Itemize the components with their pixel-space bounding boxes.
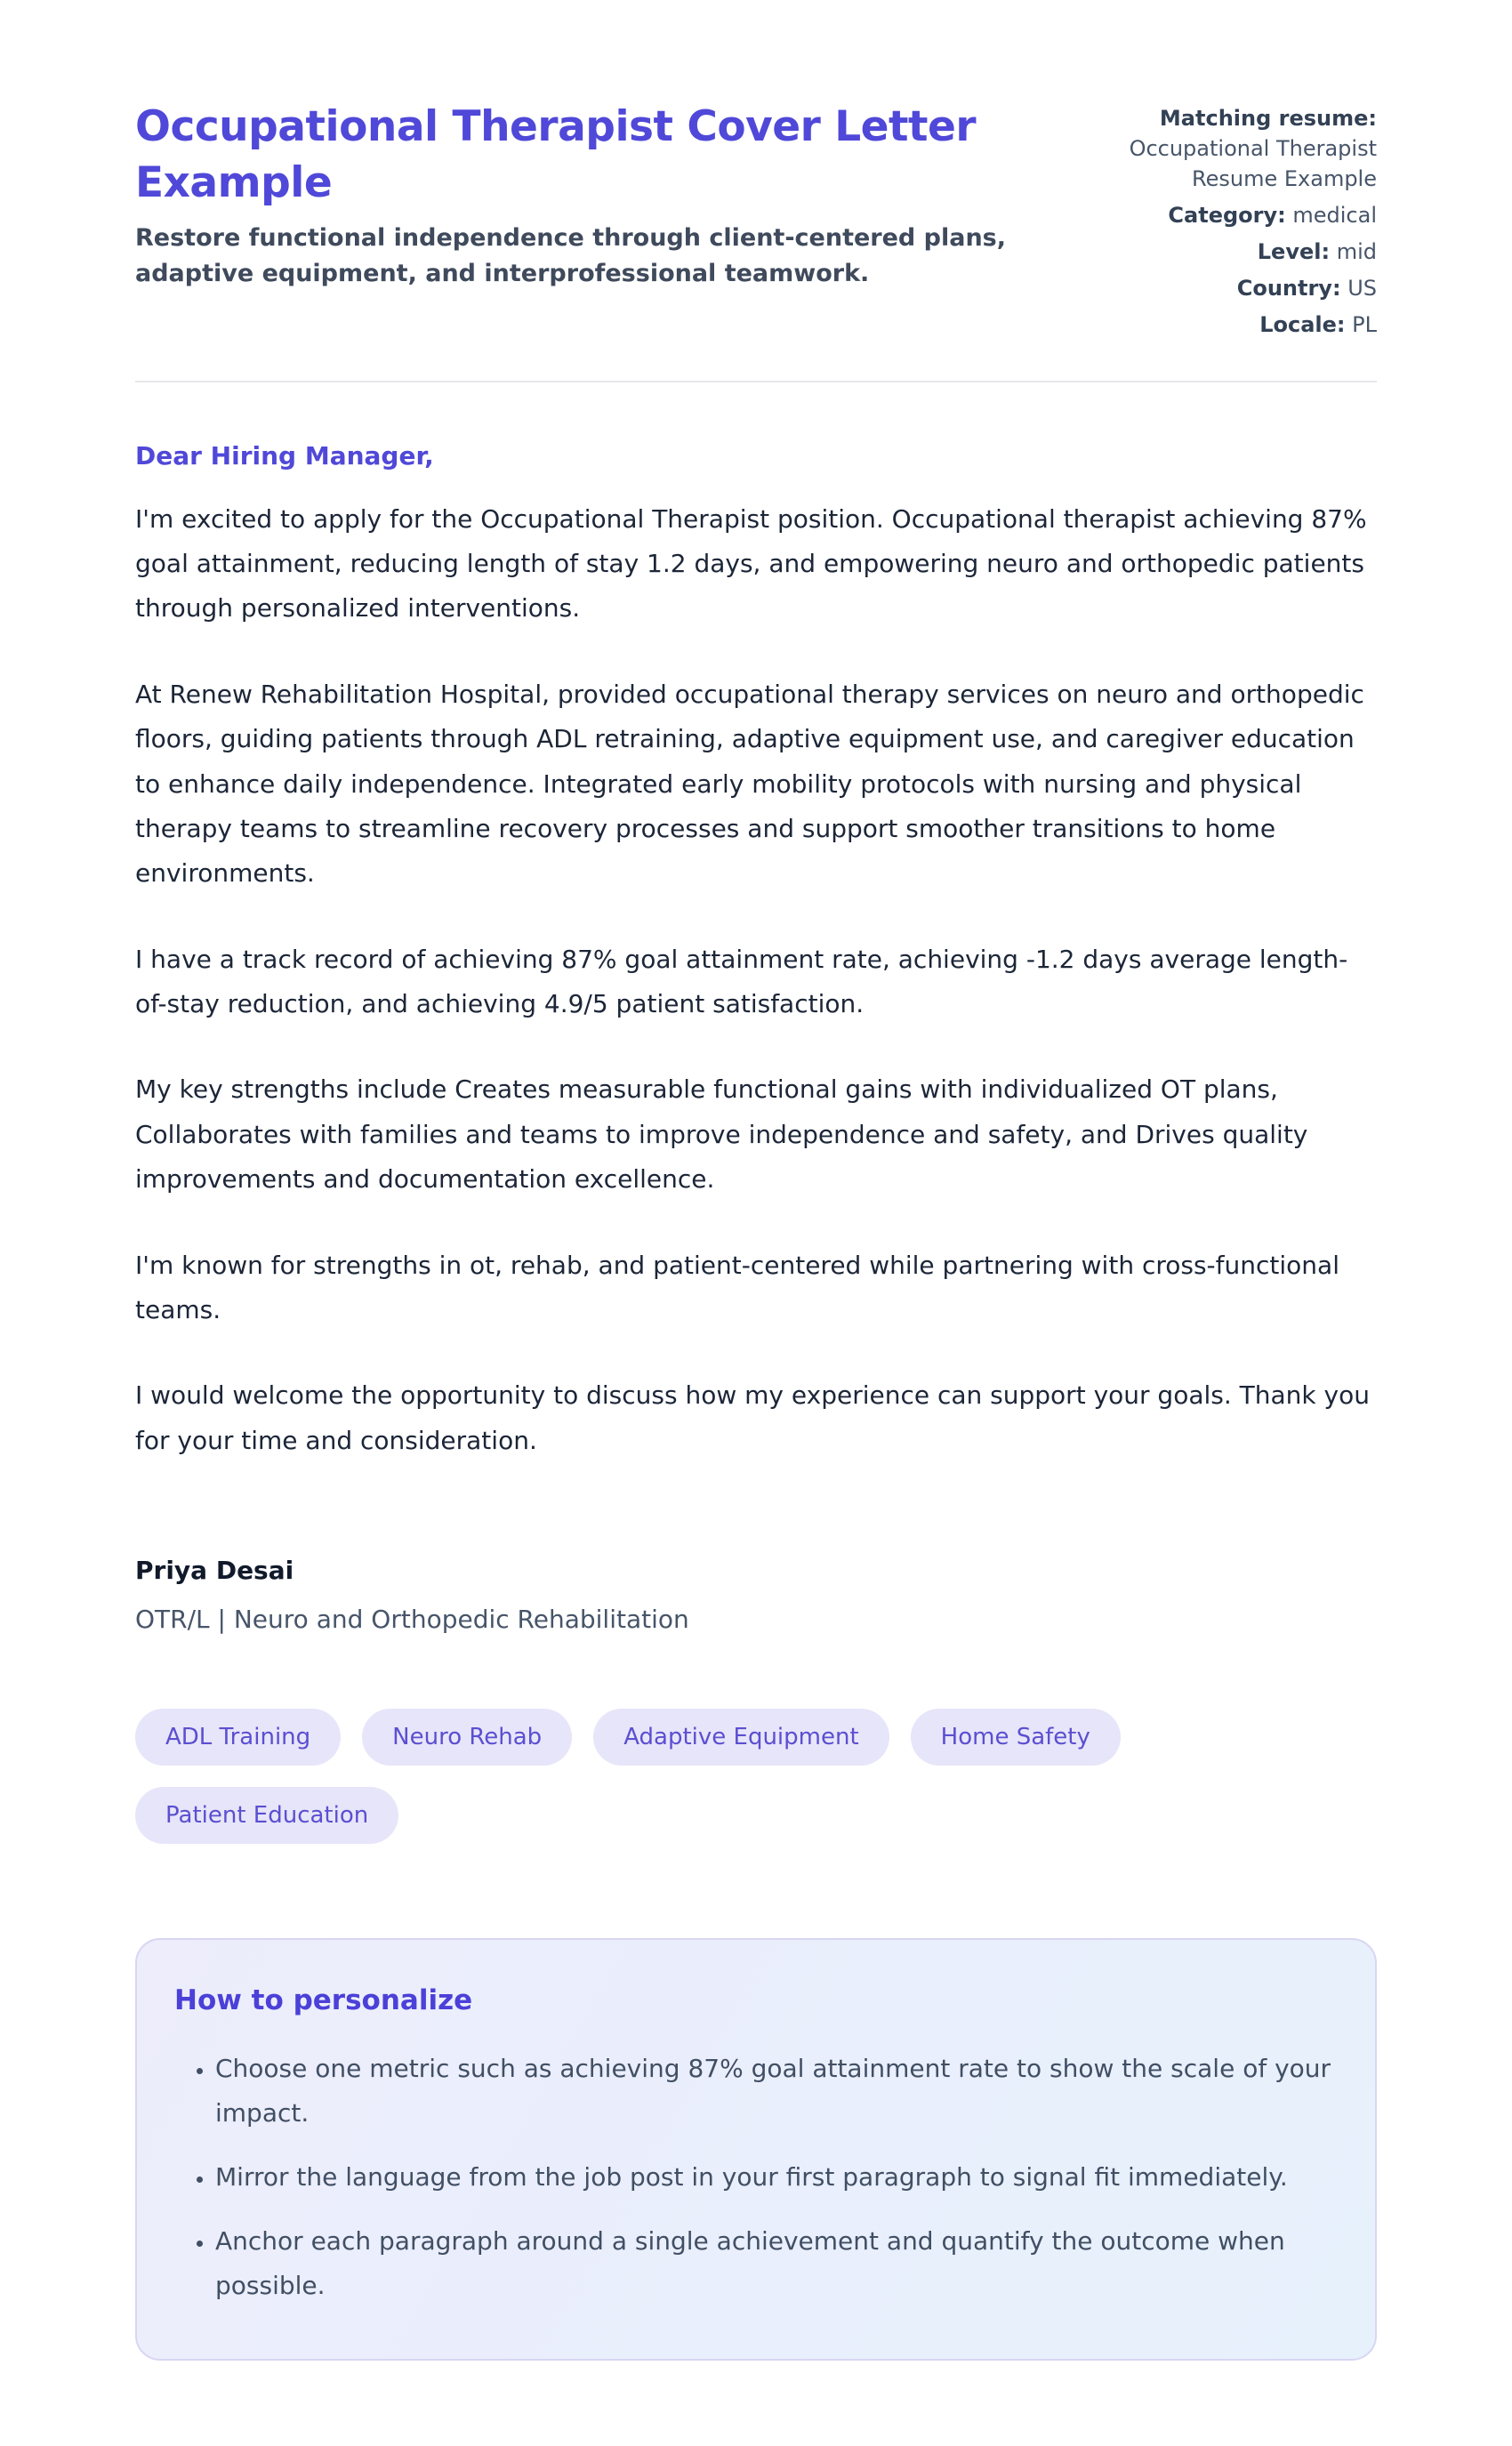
meta-label-level: Level: bbox=[1257, 239, 1331, 265]
personalize-title: How to personalize bbox=[174, 1984, 473, 2017]
tag-list bbox=[135, 1709, 1377, 1844]
meta-row-level bbox=[1092, 237, 1377, 267]
meta-label-category: Category: bbox=[1168, 203, 1286, 229]
meta-value-matching-resume: Occupational Therapist Resume Example bbox=[1129, 136, 1377, 192]
header-title-block bbox=[135, 100, 1007, 293]
letter-paragraph-6: I would welcome the opportunity to discuss how my experience can support your goals. Thank you for your time and consideration. bbox=[135, 1380, 1370, 1455]
meta-row-locale bbox=[1092, 310, 1377, 340]
meta-label-country: Country: bbox=[1236, 276, 1341, 302]
signature-role: OTR/L | Neuro and Orthopedic Rehabilitation bbox=[135, 1605, 689, 1635]
personalize-bullet-3: • Anchor each paragraph around a single achievement and quantify the outcome when possible. bbox=[215, 2219, 1334, 2308]
letter-paragraph-2: At Renew Rehabilitation Hospital, provided occupational therapy services on neuro and orthopedic floors, guiding patients through ADL retraining, adaptive equipment use, and caregiver education to enhance daily independence. Integrated early mobility protocols with nursing and physical therapy teams to streamline recovery processes and support smoother transitions to home environments. bbox=[135, 679, 1364, 889]
meta-row-country bbox=[1092, 273, 1377, 303]
letter-paragraph-4: My key strengths include Creates measurable functional gains with individualized OT plans, Collaborates with families and teams to improve independence and safety, and Drives quality improvements and documentation excellence. bbox=[135, 1074, 1308, 1195]
letter-paragraph-5: I'm known for strengths in ot, rehab, and patient-centered while partnering with cross-functional teams. bbox=[135, 1250, 1339, 1325]
meta-value-country: US bbox=[1347, 276, 1377, 302]
tag-pill-adaptive-equipment: Adaptive Equipment bbox=[593, 1709, 889, 1766]
personalize-list bbox=[174, 2047, 1334, 2307]
letter-body bbox=[135, 441, 1377, 1635]
personalize-callout bbox=[135, 1938, 1377, 2361]
signature-name: Priya Desai bbox=[135, 1556, 294, 1586]
letter-paragraph-3: I have a track record of achieving 87% goal attainment rate, achieving -1.2 days average length-of-stay reduction, and achieving 4.9/5 patient satisfaction. bbox=[135, 944, 1348, 1019]
tag-pill-patient-education: Patient Education bbox=[135, 1787, 398, 1844]
meta-value-locale: PL bbox=[1352, 312, 1377, 338]
page-subtitle: Restore functional independence through client-centered plans, adaptive equipment, and interprofessional teamwork. bbox=[135, 223, 1007, 288]
meta-row-matching-resume bbox=[1092, 103, 1377, 194]
personalize-bullet-1: • Choose one metric such as achieving 87% goal attainment rate to show the scale of your impact. bbox=[215, 2047, 1334, 2136]
meta-row-category bbox=[1092, 200, 1377, 230]
tag-pill-neuro-rehab: Neuro Rehab bbox=[362, 1709, 572, 1766]
letter-greeting: Dear Hiring Manager, bbox=[135, 440, 434, 471]
meta-value-category: medical bbox=[1292, 203, 1377, 229]
header-divider bbox=[135, 381, 1377, 382]
meta-label-matching-resume: Matching resume: bbox=[1159, 106, 1377, 131]
personalize-bullet-2: • Mirror the language from the job post in your first paragraph to signal fit immediately. bbox=[215, 2155, 1334, 2200]
tag-pill-home-safety: Home Safety bbox=[911, 1709, 1121, 1766]
meta-value-level: mid bbox=[1336, 239, 1377, 265]
meta-label-locale: Locale: bbox=[1259, 312, 1346, 338]
page-header bbox=[135, 100, 1377, 347]
page-title: Occupational Therapist Cover Letter Example bbox=[135, 102, 977, 207]
resume-meta-panel bbox=[1092, 100, 1377, 347]
letter-paragraph-1: I'm excited to apply for the Occupational Therapist position. Occupational therapist achieving 87% goal attainment, reducing length of stay 1.2 days, and empowering neuro and orthopedic patients through personalized interventions. bbox=[135, 503, 1367, 624]
tag-pill-adl-training: ADL Training bbox=[135, 1709, 341, 1766]
